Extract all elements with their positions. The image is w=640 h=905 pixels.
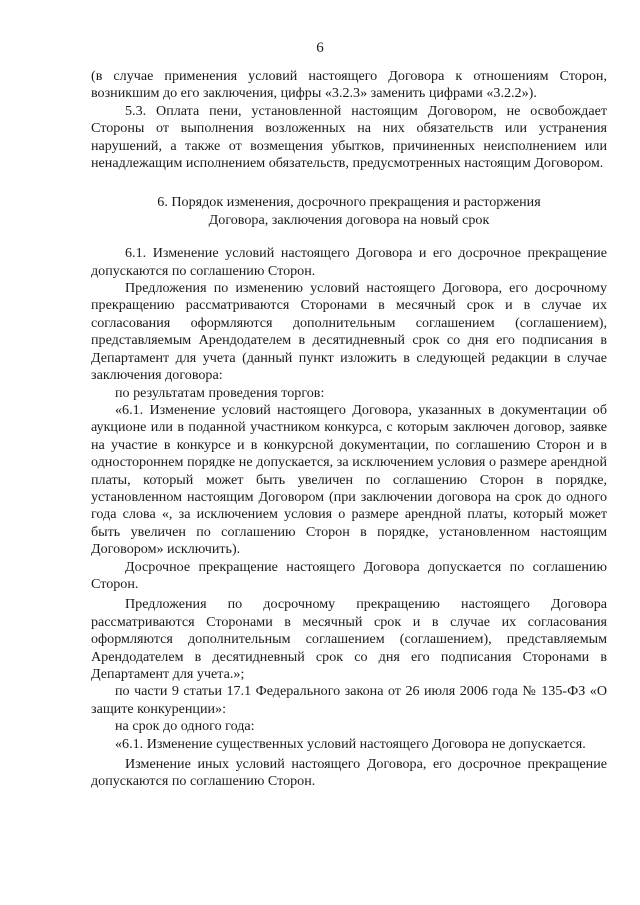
paragraph-6-1-one-year: «6.1. Изменение существенных условий настоящего Договора не допускается. xyxy=(115,735,586,752)
paragraph-auction-note: по результатам проведения торгов: xyxy=(115,384,325,401)
paragraph-one-year-note: на срок до одного года: xyxy=(115,718,255,735)
paragraph-termination-proposals: Предложения по досрочному прекращению настоящего Договора рассматриваются Сторонами в месячный срок и в случае их согласования оформляются дополнительным соглашением (соглашением), представляемым Арендодателем в десятидневный срок со дня его подписания Сторонами в Департамент для учета.»; xyxy=(91,596,607,682)
section-heading-line-2: Договора, заключения договора на новый срок xyxy=(208,211,490,228)
paragraph-law-reference: по части 9 статьи 17.1 Федерального закона от 26 июля 2006 года № 135-ФЗ «О защите конкуренции»: xyxy=(91,683,607,717)
section-heading-line-1: 6. Порядок изменения, досрочного прекращения и расторжения xyxy=(157,194,541,211)
paragraph-early-termination: Досрочное прекращение настоящего Договора допускается по соглашению Сторон. xyxy=(91,558,607,592)
section-heading xyxy=(91,194,607,229)
document-body xyxy=(91,68,607,791)
paragraph-6-1-auction: «6.1. Изменение условий настоящего Договора, указанных в документации об аукционе или в поданной участником конкурса, с которым заключен договор, заявке на участие в конкурсе и в конкурсной документации, по соглашению Сторон и в одностороннем порядке не допускается, за исключением условия о размере арендной платы, который может быть увеличен по соглашению Сторон в порядке, установленном настоящим Договором (при заключении договора на срок до одного года слова «, за исключением условия о размере арендной платы, который может быть увеличен по соглашению Сторон в порядке, установленном настоящим Договором» исключить). xyxy=(91,401,607,558)
paragraph-6-1: 6.1. Изменение условий настоящего Договора и его досрочное прекращение допускаются по соглашению Сторон. xyxy=(91,245,607,279)
paragraph-other-conditions: Изменение иных условий настоящего Договора, его досрочное прекращение допускаются по соглашению Сторон. xyxy=(91,756,607,790)
paragraph-proposals: Предложения по изменению условий настоящего Договора, его досрочному прекращению рассматриваются Сторонами в месячный срок и в случае их согласования оформляются дополнительным соглашением (соглашением), представляемым Арендодателем в десятидневный срок со дня его подписания в Департамент для учета (данный пункт изложить в следующей редакции в случае заключения договора: xyxy=(91,280,607,384)
page-number: 6 xyxy=(316,40,324,56)
paragraph-continuation: (в случае применения условий настоящего Договора к отношениям Сторон, возникшим до его заключения, цифры «3.2.3» заменить цифрами «3.2.2»). xyxy=(91,68,607,102)
paragraph-5-3: 5.3. Оплата пени, установленной настоящим Договором, не освобождает Стороны от выполнения возложенных на них обязательств или устранения нарушений, а также от возмещения убытков, причиненных неисполнением или ненадлежащим исполнением обязательств, предусмотренных настоящим Договором. xyxy=(91,102,607,172)
